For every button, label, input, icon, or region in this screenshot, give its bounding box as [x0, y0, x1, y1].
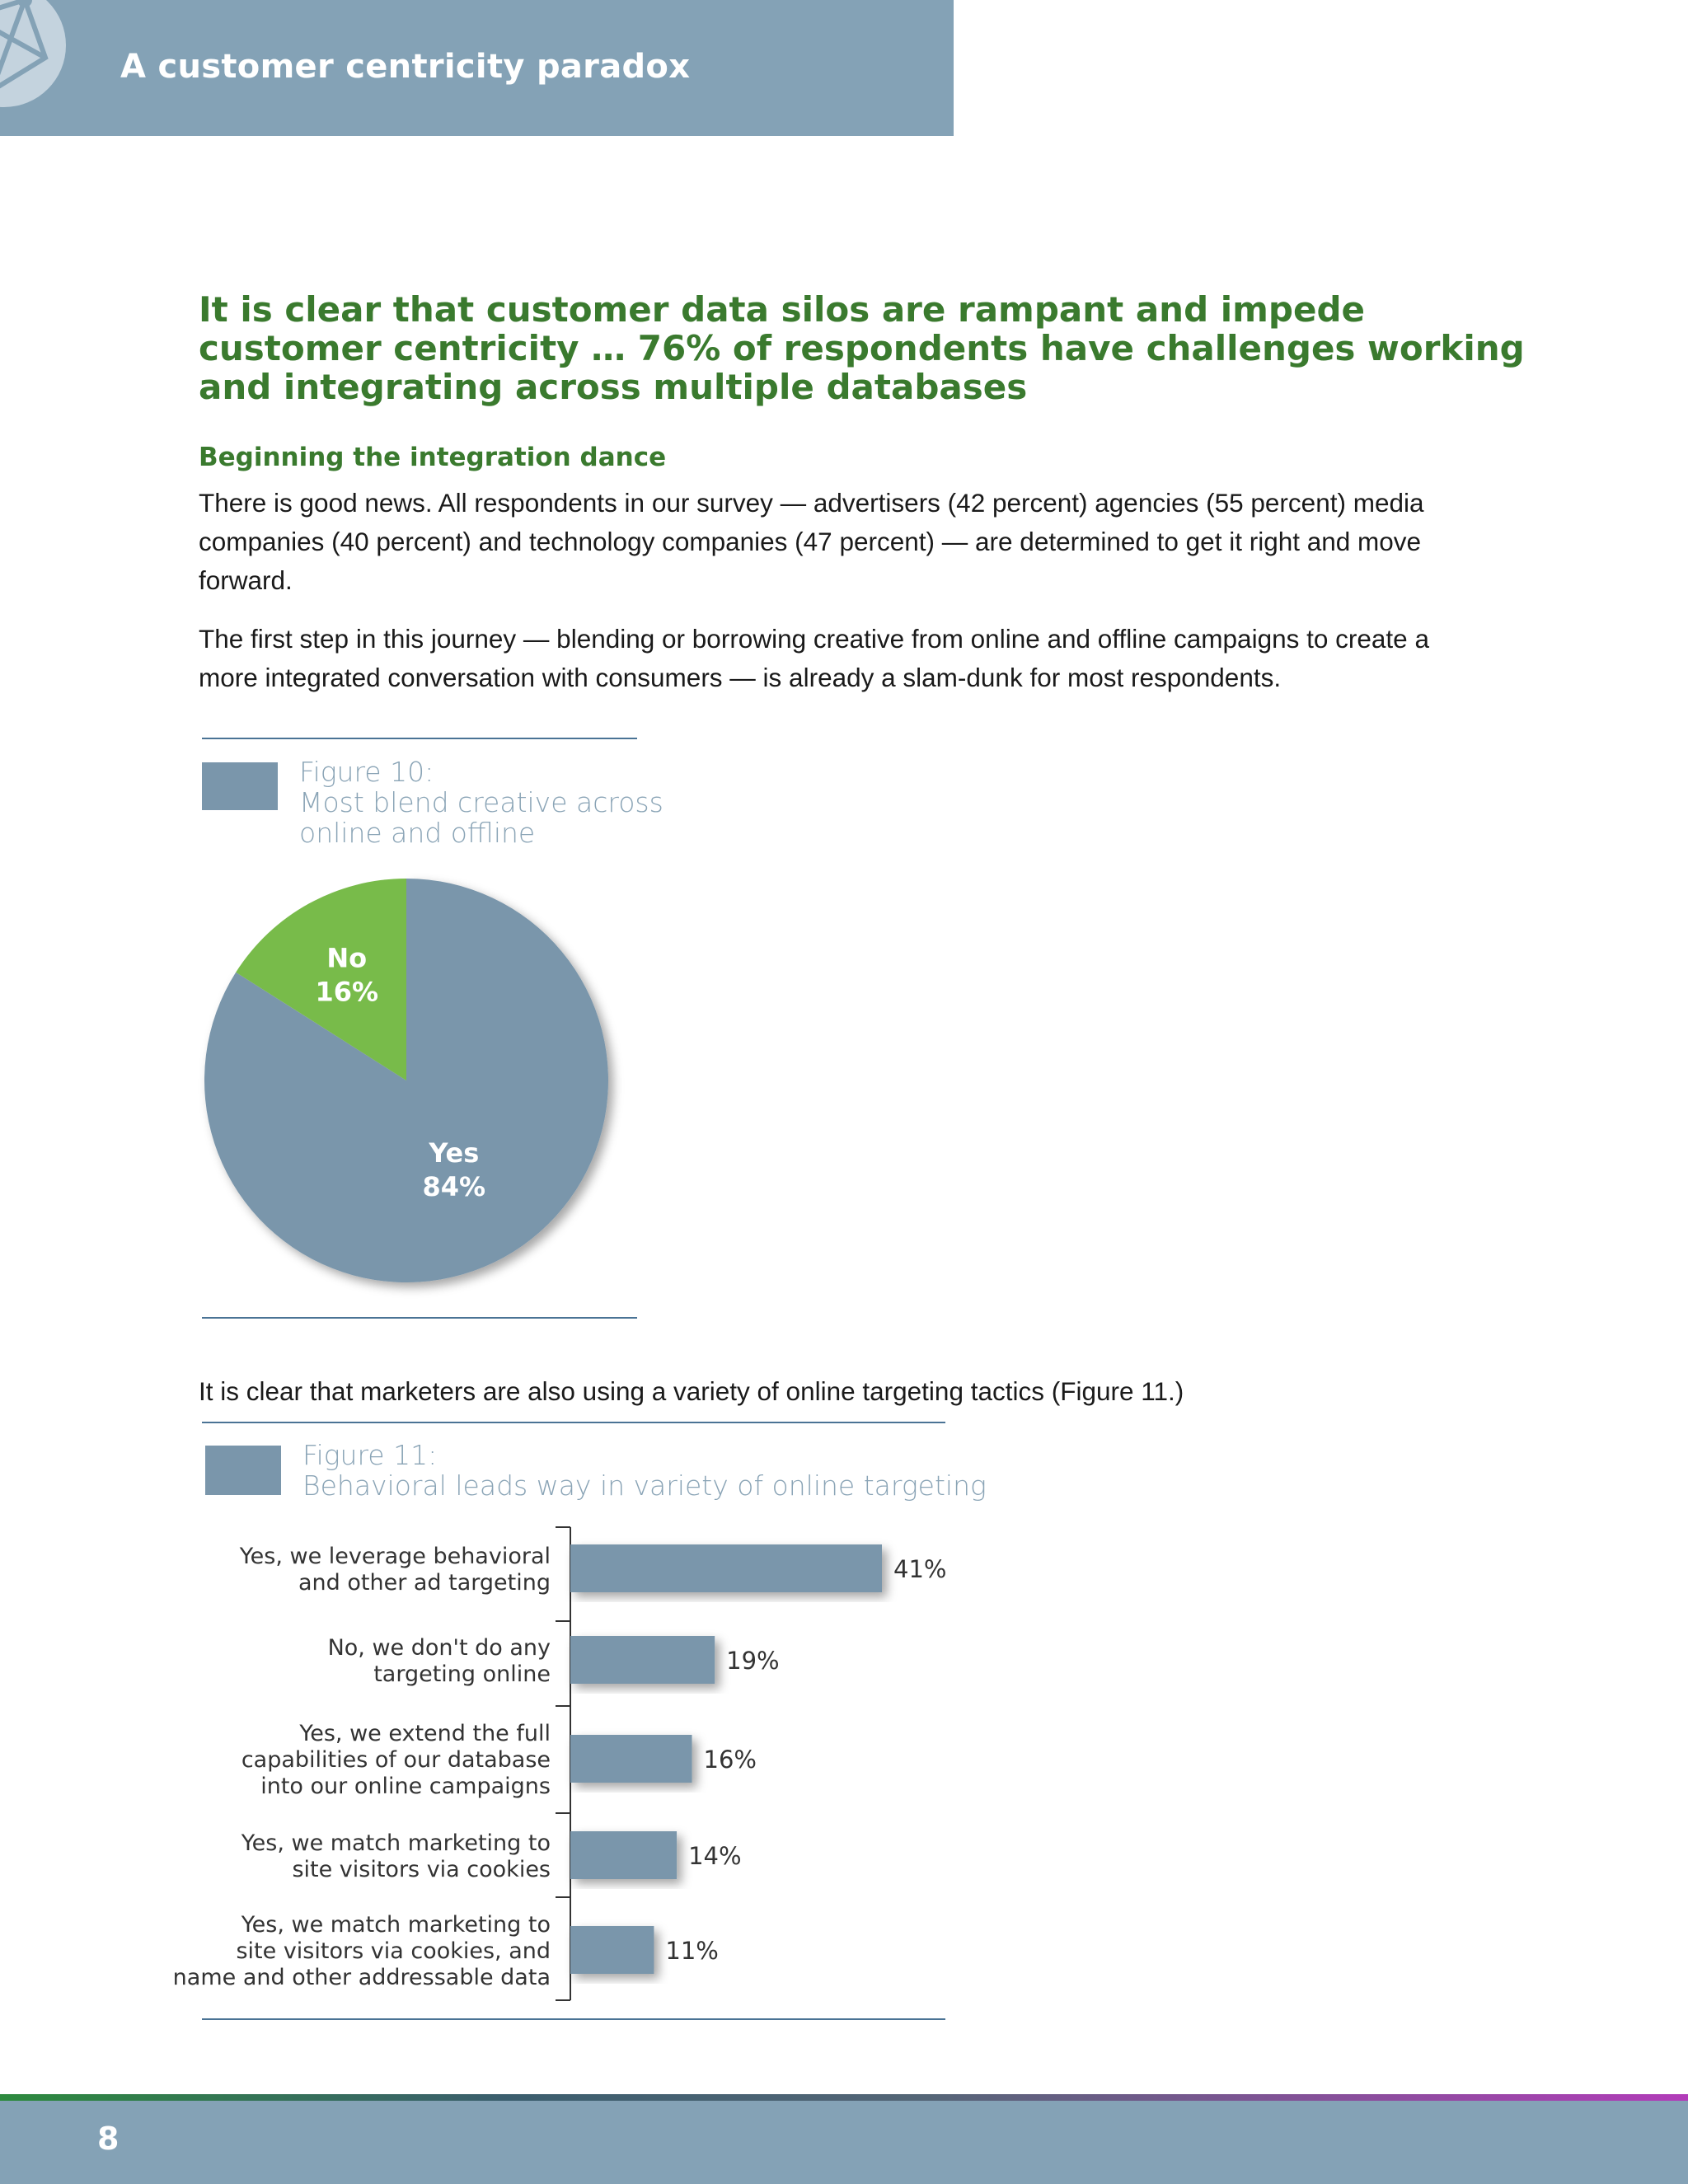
bar-category-label: Yes, we extend the full — [299, 1721, 551, 1746]
pie-value-no: 16% — [315, 976, 379, 1008]
figure10-title-line1: Most blend creative across — [299, 786, 663, 818]
pie-label-yes: Yes — [429, 1137, 480, 1169]
figure11-title: Behavioral leads way in variety of online targeting — [302, 1469, 987, 1502]
footer-band — [0, 2101, 1688, 2184]
pie-chart — [204, 879, 608, 1282]
figure11-number: Figure 11: — [302, 1439, 438, 1471]
bar-value-label: 19% — [726, 1647, 780, 1675]
bar-category-label: site visitors via cookies, and — [236, 1938, 551, 1964]
page-number: 8 — [97, 2121, 120, 2157]
bar-category-label: Yes, we leverage behavioral — [239, 1544, 551, 1569]
page-headline: It is clear that customer data silos are rampant and impede customer centricity … 76% of respondents have challenges working and integrating across multiple databases — [199, 289, 1525, 407]
bar-category-label: capabilities of our database — [241, 1747, 551, 1773]
bar — [570, 1544, 882, 1592]
bar-value-label: 14% — [688, 1842, 742, 1870]
bar-category-label: Yes, we match marketing to — [241, 1830, 551, 1856]
bar-value-label: 16% — [703, 1746, 757, 1774]
bar-category-label: name and other addressable data — [172, 1965, 551, 1990]
bar-category-label: Yes, we match marketing to — [241, 1912, 551, 1938]
bar — [570, 1926, 654, 1974]
subheading: Beginning the integration dance — [199, 443, 667, 472]
bar-category-label: site visitors via cookies — [292, 1857, 551, 1882]
section-title: A customer centricity paradox — [120, 48, 691, 86]
pie-value-yes: 84% — [422, 1171, 486, 1203]
bar-category-label: and other ad targeting — [298, 1570, 551, 1596]
bar-value-label: 11% — [665, 1937, 719, 1965]
body-paragraph-3: It is clear that marketers are also using a variety of online targeting tactics (Figure 11.) — [199, 1376, 1184, 1406]
bar-category-label: targeting online — [373, 1661, 551, 1687]
figure10-title-line2: online and offline — [299, 817, 536, 849]
bar-category-label: No, we don't do any — [327, 1635, 551, 1661]
pie-label-no: No — [326, 942, 368, 974]
footer-stripe — [0, 2094, 1688, 2101]
body-paragraph-2: The first step in this journey — blending or borrowing creative from online and offline campaigns to create a more integrated conversation with consumers — is already a slam-dunk for most respondents. — [199, 624, 1429, 692]
bar — [570, 1636, 715, 1684]
bar-chart — [173, 1527, 947, 2000]
bar — [570, 1831, 677, 1879]
figure10-number: Figure 10: — [299, 756, 434, 788]
bar-category-label: into our online campaigns — [260, 1774, 551, 1799]
bar-value-label: 41% — [893, 1555, 947, 1583]
bar — [570, 1735, 692, 1783]
body-paragraph-1: There is good news. All respondents in our survey — advertisers (42 percent) agencies (55 percent) media companies (40 percent) and technology companies (47 percent) — are determined to get it right and move forward. — [199, 488, 1424, 595]
